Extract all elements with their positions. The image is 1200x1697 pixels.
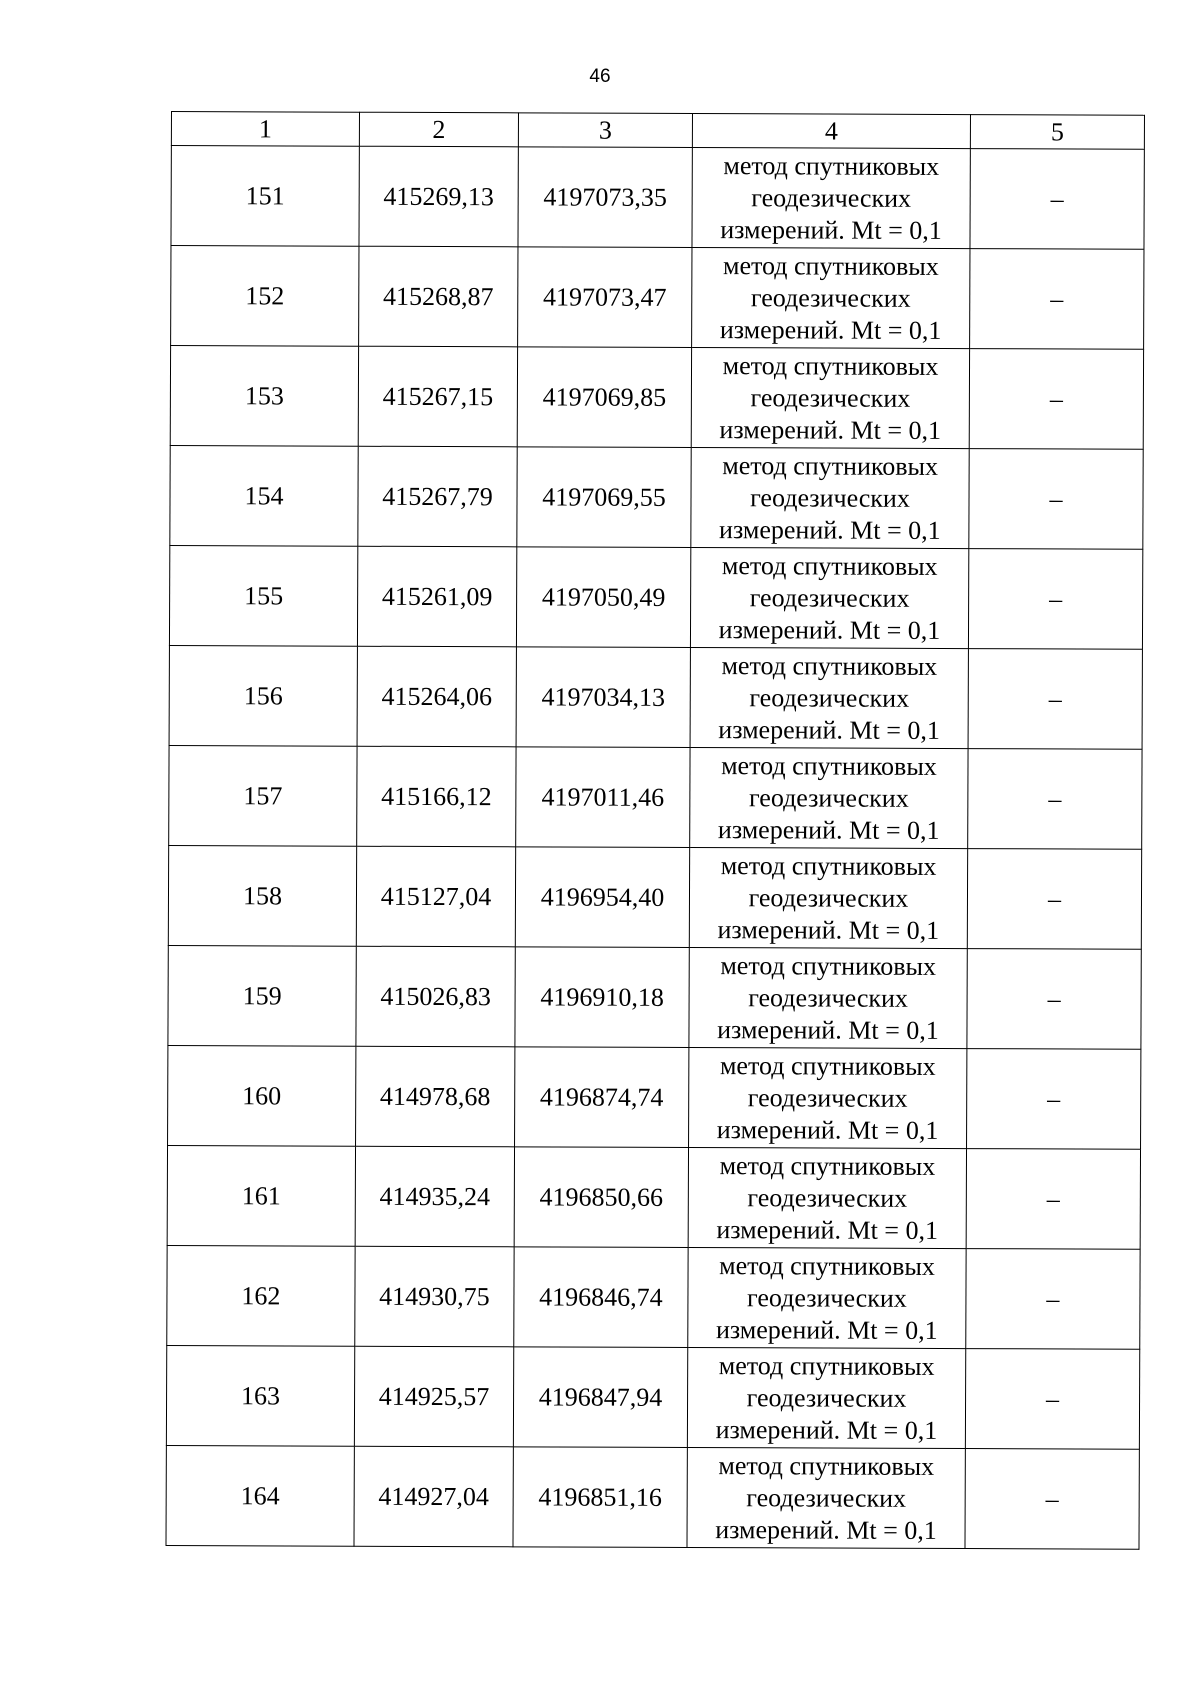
method-line: метод спутниковых [723, 150, 940, 181]
point-number-cell: 154 [170, 445, 358, 546]
method-cell [689, 1047, 967, 1148]
method-cell [691, 348, 969, 449]
note-cell: – [969, 449, 1143, 550]
x-coordinate-cell: 414978,68 [356, 1046, 515, 1147]
coordinates-table-container [165, 111, 1144, 1550]
header-cell-1: 1 [171, 112, 359, 147]
y-coordinate-cell: 4197069,85 [517, 347, 691, 448]
table-row [166, 1445, 1139, 1549]
method-line: метод спутниковых [722, 350, 939, 381]
method-line: измерений. Mt = 0,1 [718, 614, 941, 645]
method-line: измерений. Mt = 0,1 [717, 1014, 939, 1045]
method-line: метод спутниковых [720, 850, 937, 881]
method-line: метод спутниковых [719, 1050, 936, 1081]
note-cell: – [968, 649, 1142, 750]
point-number-cell: 159 [168, 945, 356, 1046]
y-coordinate-cell: 4197050,49 [516, 547, 690, 648]
method-line: метод спутниковых [718, 1450, 935, 1481]
point-number-cell: 160 [168, 1045, 356, 1146]
note-cell: – [970, 149, 1144, 250]
x-coordinate-cell: 415127,04 [356, 846, 515, 947]
method-line: измерений. Mt = 0,1 [715, 1414, 938, 1445]
page-number: 46 [589, 66, 611, 87]
x-coordinate-cell: 414927,04 [354, 1446, 513, 1547]
method-line: геодезических [750, 482, 910, 513]
method-cell [690, 647, 968, 748]
method-line: геодезических [747, 1282, 907, 1313]
note-cell: – [967, 949, 1141, 1050]
point-number-cell: 162 [167, 1245, 355, 1346]
x-coordinate-cell: 415267,79 [358, 446, 517, 547]
y-coordinate-cell: 4197034,13 [516, 647, 690, 748]
method-line: измерений. Mt = 0,1 [719, 514, 941, 545]
method-line: измерений. Mt = 0,1 [719, 414, 942, 445]
note-cell: – [966, 1149, 1140, 1250]
x-coordinate-cell: 415026,83 [356, 946, 515, 1047]
header-cell-3: 3 [518, 113, 692, 148]
note-cell: – [965, 1349, 1139, 1450]
y-coordinate-cell: 4197011,46 [516, 747, 690, 848]
method-line: геодезических [749, 682, 910, 713]
note-cell: – [966, 1249, 1140, 1350]
table-row [168, 1045, 1141, 1149]
table-row [166, 1345, 1139, 1449]
y-coordinate-cell: 4196910,18 [515, 947, 689, 1048]
method-line: геодезических [748, 982, 909, 1013]
method-cell [688, 1247, 966, 1348]
table-row [169, 745, 1142, 849]
method-line: метод спутниковых [722, 450, 939, 481]
method-line: геодезических [750, 282, 911, 313]
method-line: геодезических [746, 1382, 907, 1413]
method-cell [687, 1347, 965, 1448]
y-coordinate-cell: 4197073,35 [518, 147, 692, 248]
table-row [167, 1245, 1140, 1349]
point-number-cell: 153 [170, 346, 358, 447]
method-cell [692, 148, 970, 249]
method-line: геодезических [751, 182, 912, 213]
x-coordinate-cell: 415268,87 [359, 246, 518, 347]
method-line: геодезических [747, 1082, 908, 1113]
method-line: измерений. Mt = 0,1 [716, 1114, 939, 1145]
point-number-cell: 164 [166, 1445, 354, 1546]
method-cell [689, 947, 967, 1048]
method-line: измерений. Mt = 0,1 [718, 714, 940, 745]
point-number-cell: 151 [171, 146, 359, 247]
x-coordinate-cell: 414935,24 [355, 1146, 514, 1247]
method-line: измерений. Mt = 0,1 [716, 1214, 939, 1245]
table-row [171, 246, 1144, 350]
method-line: геодезических [748, 782, 909, 813]
note-cell: – [967, 849, 1141, 950]
point-number-cell: 156 [169, 645, 357, 746]
table-row [169, 545, 1142, 649]
x-coordinate-cell: 415267,15 [358, 346, 517, 447]
y-coordinate-cell: 4197069,55 [517, 447, 691, 548]
method-line: геодезических [750, 382, 911, 413]
table-row [169, 645, 1142, 749]
method-line: метод спутниковых [721, 550, 938, 581]
y-coordinate-cell: 4196851,16 [513, 1447, 687, 1548]
note-cell: – [968, 749, 1142, 850]
point-number-cell: 155 [169, 545, 357, 646]
method-line: измерений. Mt = 0,1 [717, 814, 940, 845]
method-line: измерений. Mt = 0,1 [719, 314, 942, 345]
note-cell: – [967, 1049, 1141, 1150]
point-number-cell: 163 [166, 1345, 354, 1446]
method-line: измерений. Mt = 0,1 [720, 214, 942, 245]
note-cell: – [965, 1449, 1139, 1550]
y-coordinate-cell: 4196847,94 [513, 1347, 687, 1448]
method-line: геодезических [749, 582, 910, 613]
y-coordinate-cell: 4196954,40 [515, 847, 689, 948]
header-cell-5: 5 [970, 115, 1144, 150]
y-coordinate-cell: 4196846,74 [514, 1247, 688, 1348]
method-line: метод спутниковых [719, 1150, 936, 1181]
note-cell: – [970, 249, 1144, 350]
method-cell [690, 747, 968, 848]
method-line: метод спутниковых [721, 650, 938, 681]
method-line: геодезических [746, 1482, 907, 1513]
method-line: метод спутниковых [721, 750, 937, 781]
x-coordinate-cell: 415261,09 [357, 546, 516, 647]
table-row [168, 845, 1141, 949]
point-number-cell: 157 [169, 745, 357, 846]
x-coordinate-cell: 415166,12 [357, 746, 516, 847]
method-line: метод спутниковых [718, 1350, 935, 1381]
table-row [171, 146, 1144, 250]
point-number-cell: 158 [168, 845, 356, 946]
x-coordinate-cell: 415264,06 [357, 646, 516, 747]
x-coordinate-cell: 414925,57 [354, 1346, 513, 1447]
table-row [168, 945, 1141, 1049]
method-cell [691, 447, 969, 548]
y-coordinate-cell: 4197073,47 [518, 247, 692, 348]
x-coordinate-cell: 414930,75 [355, 1246, 514, 1347]
method-line: измерений. Mt = 0,1 [715, 1314, 938, 1345]
table-row [170, 346, 1143, 450]
coordinates-table [165, 111, 1145, 1550]
method-line: метод спутниковых [719, 1250, 935, 1281]
method-cell [687, 1447, 965, 1548]
table-row [167, 1145, 1140, 1249]
method-line: метод спутниковых [720, 950, 937, 981]
method-cell [688, 1147, 966, 1248]
header-cell-2: 2 [359, 112, 518, 147]
method-cell [689, 847, 967, 948]
method-line: измерений. Mt = 0,1 [715, 1514, 937, 1545]
table-row [170, 445, 1143, 549]
x-coordinate-cell: 415269,13 [359, 146, 518, 247]
method-cell [690, 547, 968, 648]
point-number-cell: 161 [167, 1145, 355, 1246]
table-body [166, 112, 1144, 1550]
y-coordinate-cell: 4196850,66 [514, 1147, 688, 1248]
method-line: метод спутниковых [722, 250, 939, 281]
note-cell: – [969, 349, 1143, 450]
table-header-row [171, 112, 1144, 150]
method-line: измерений. Mt = 0,1 [717, 914, 940, 945]
method-line: геодезических [748, 882, 909, 913]
header-cell-4: 4 [692, 114, 970, 149]
method-cell [692, 248, 970, 349]
note-cell: – [968, 549, 1142, 650]
method-line: геодезических [747, 1182, 908, 1213]
y-coordinate-cell: 4196874,74 [515, 1047, 689, 1148]
point-number-cell: 152 [171, 246, 359, 347]
